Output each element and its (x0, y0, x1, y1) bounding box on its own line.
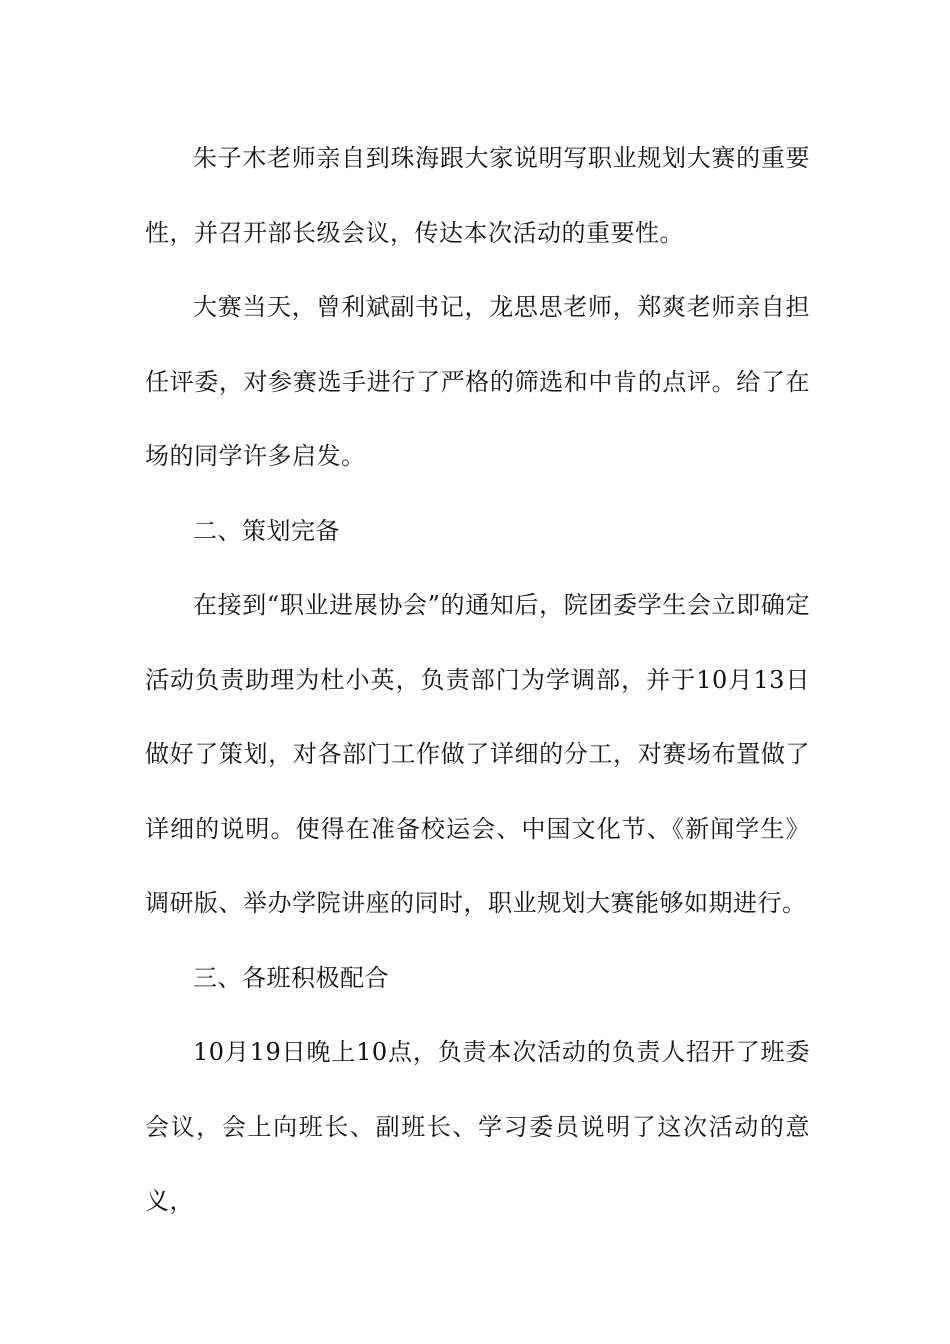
paragraph-class-meeting: 10月19日晚上10点，负责本次活动的负责人招开了班委会议，会上向班长、副班长、学习委员说明了这次活动的意义， (145, 1038, 810, 1215)
paragraph-planning-details: 在接到“职业进展协会”的通知后，院团委学生会立即确定活动负责助理为杜小英，负责部门为学调部，并于10月13日做好了策划，对各部门工作做了详细的分工，对赛场布置做了详细的说明。使得在准备校运会、中国文化节、《新闻学生》调研版、举办学院讲座的同时，职业规划大赛能够如期进行。 (145, 591, 810, 917)
document-body (145, 121, 810, 1239)
paragraph-competition-day: 大赛当天，曾利斌副书记，龙思思老师，郑爽老师亲自担任评委，对参赛选手进行了严格的筛选和中肯的点评。给了在场的同学许多启发。 (145, 293, 810, 470)
section-heading-planning: 二、策划完备 (193, 516, 340, 545)
section-heading-class-cooperation: 三、各班积极配合 (193, 963, 389, 992)
paragraph-organizer-meeting: 朱子木老师亲自到珠海跟大家说明写职业规划大赛的重要性，并召开部长级会议，传达本次活动的重要性。 (145, 144, 810, 247)
